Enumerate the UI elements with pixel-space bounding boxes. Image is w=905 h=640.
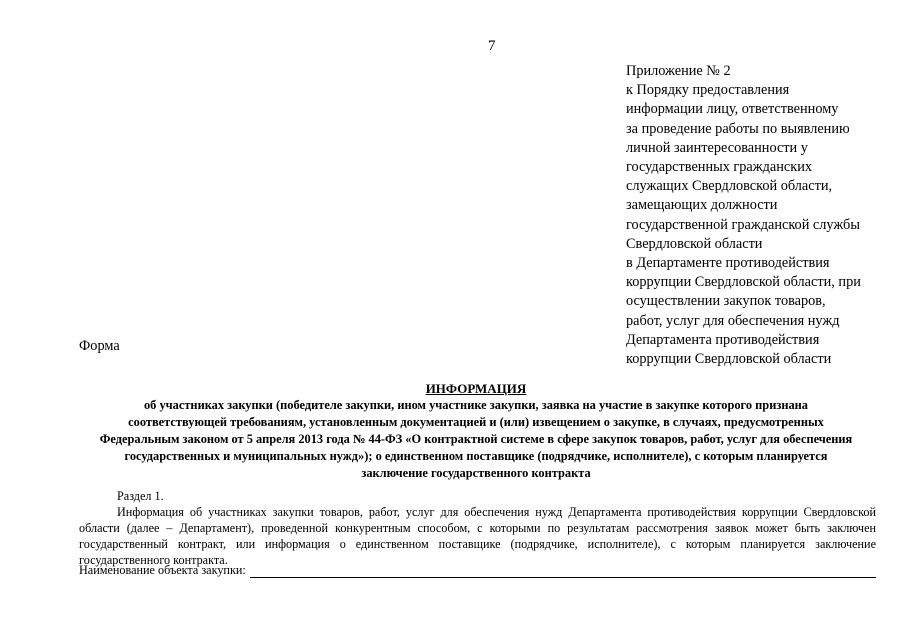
section-line: государственный контракт, или информация о единственном поставщике (подрядчике, исполнителе), с которым планируется заключение [79,537,876,551]
document-title [60,380,892,482]
appendix-line: государственной гражданской службы [626,216,860,233]
appendix-line: замещающих должности [626,197,778,214]
title-line: об участниках закупки (победителе закупки, ином участнике закупки, заявка на участие в закупке которого признана [143,398,808,412]
appendix-line: Приложение № 2 [626,63,731,79]
procurement-object-label: Наименование объекта закупки: [79,563,246,577]
section-line: Информация об участниках закупки товаров, работ, услуг для обеспечения нужд Департамента противодействия коррупции Свердловской [117,505,876,519]
appendix-line: служащих Свердловской области, [626,178,833,195]
title-line: Федеральным законом от 5 апреля 2013 года № 44-ФЗ «О контрактной системе в сфере закупок товаров, работ, услуг для обеспечения [99,432,853,446]
appendix-line: за проведение работы по выявлению [626,120,850,137]
appendix-line: государственных гражданских [626,159,813,176]
title-line: государственных и муниципальных нужд»); о единственном поставщике (подрядчике, исполнителе), с которым планируется [124,449,828,463]
appendix-line: Департамента противодействия [626,331,820,348]
title-line: соответствующей требованиям, установленным документацией и (или) извещением о закупке, в случаях, предусмотренных [128,415,824,429]
appendix-line: информации лицу, ответственному [626,101,839,118]
appendix-line: коррупции Свердловской области [626,351,832,368]
form-label: Форма [79,338,120,354]
appendix-line: осуществлении закупок товаров, [626,293,826,310]
appendix-block [626,62,896,369]
appendix-line: Свердловской области [626,235,763,252]
section-body [79,504,876,568]
section-heading: Раздел 1. [117,489,164,503]
title-line: заключение государственного контракта [361,466,591,480]
section-line: государственного контракта. [79,553,228,567]
procurement-object-blank [250,565,876,578]
section-line: области (далее – Департамент), проведенной конкурентным способом, с которыми по результатам рассмотрения заявок может быть заключен [79,521,876,535]
page-number: 7 [488,38,496,54]
appendix-line: личной заинтересованности у [626,139,808,156]
appendix-line: в Департаменте противодействия [626,255,830,272]
title-heading: ИНФОРМАЦИЯ [425,381,527,396]
appendix-line: к Порядку предоставления [626,82,790,99]
procurement-object-row [79,563,876,578]
appendix-line: работ, услуг для обеспечения нужд [626,312,840,329]
appendix-line: коррупции Свердловской области, при [626,274,861,291]
